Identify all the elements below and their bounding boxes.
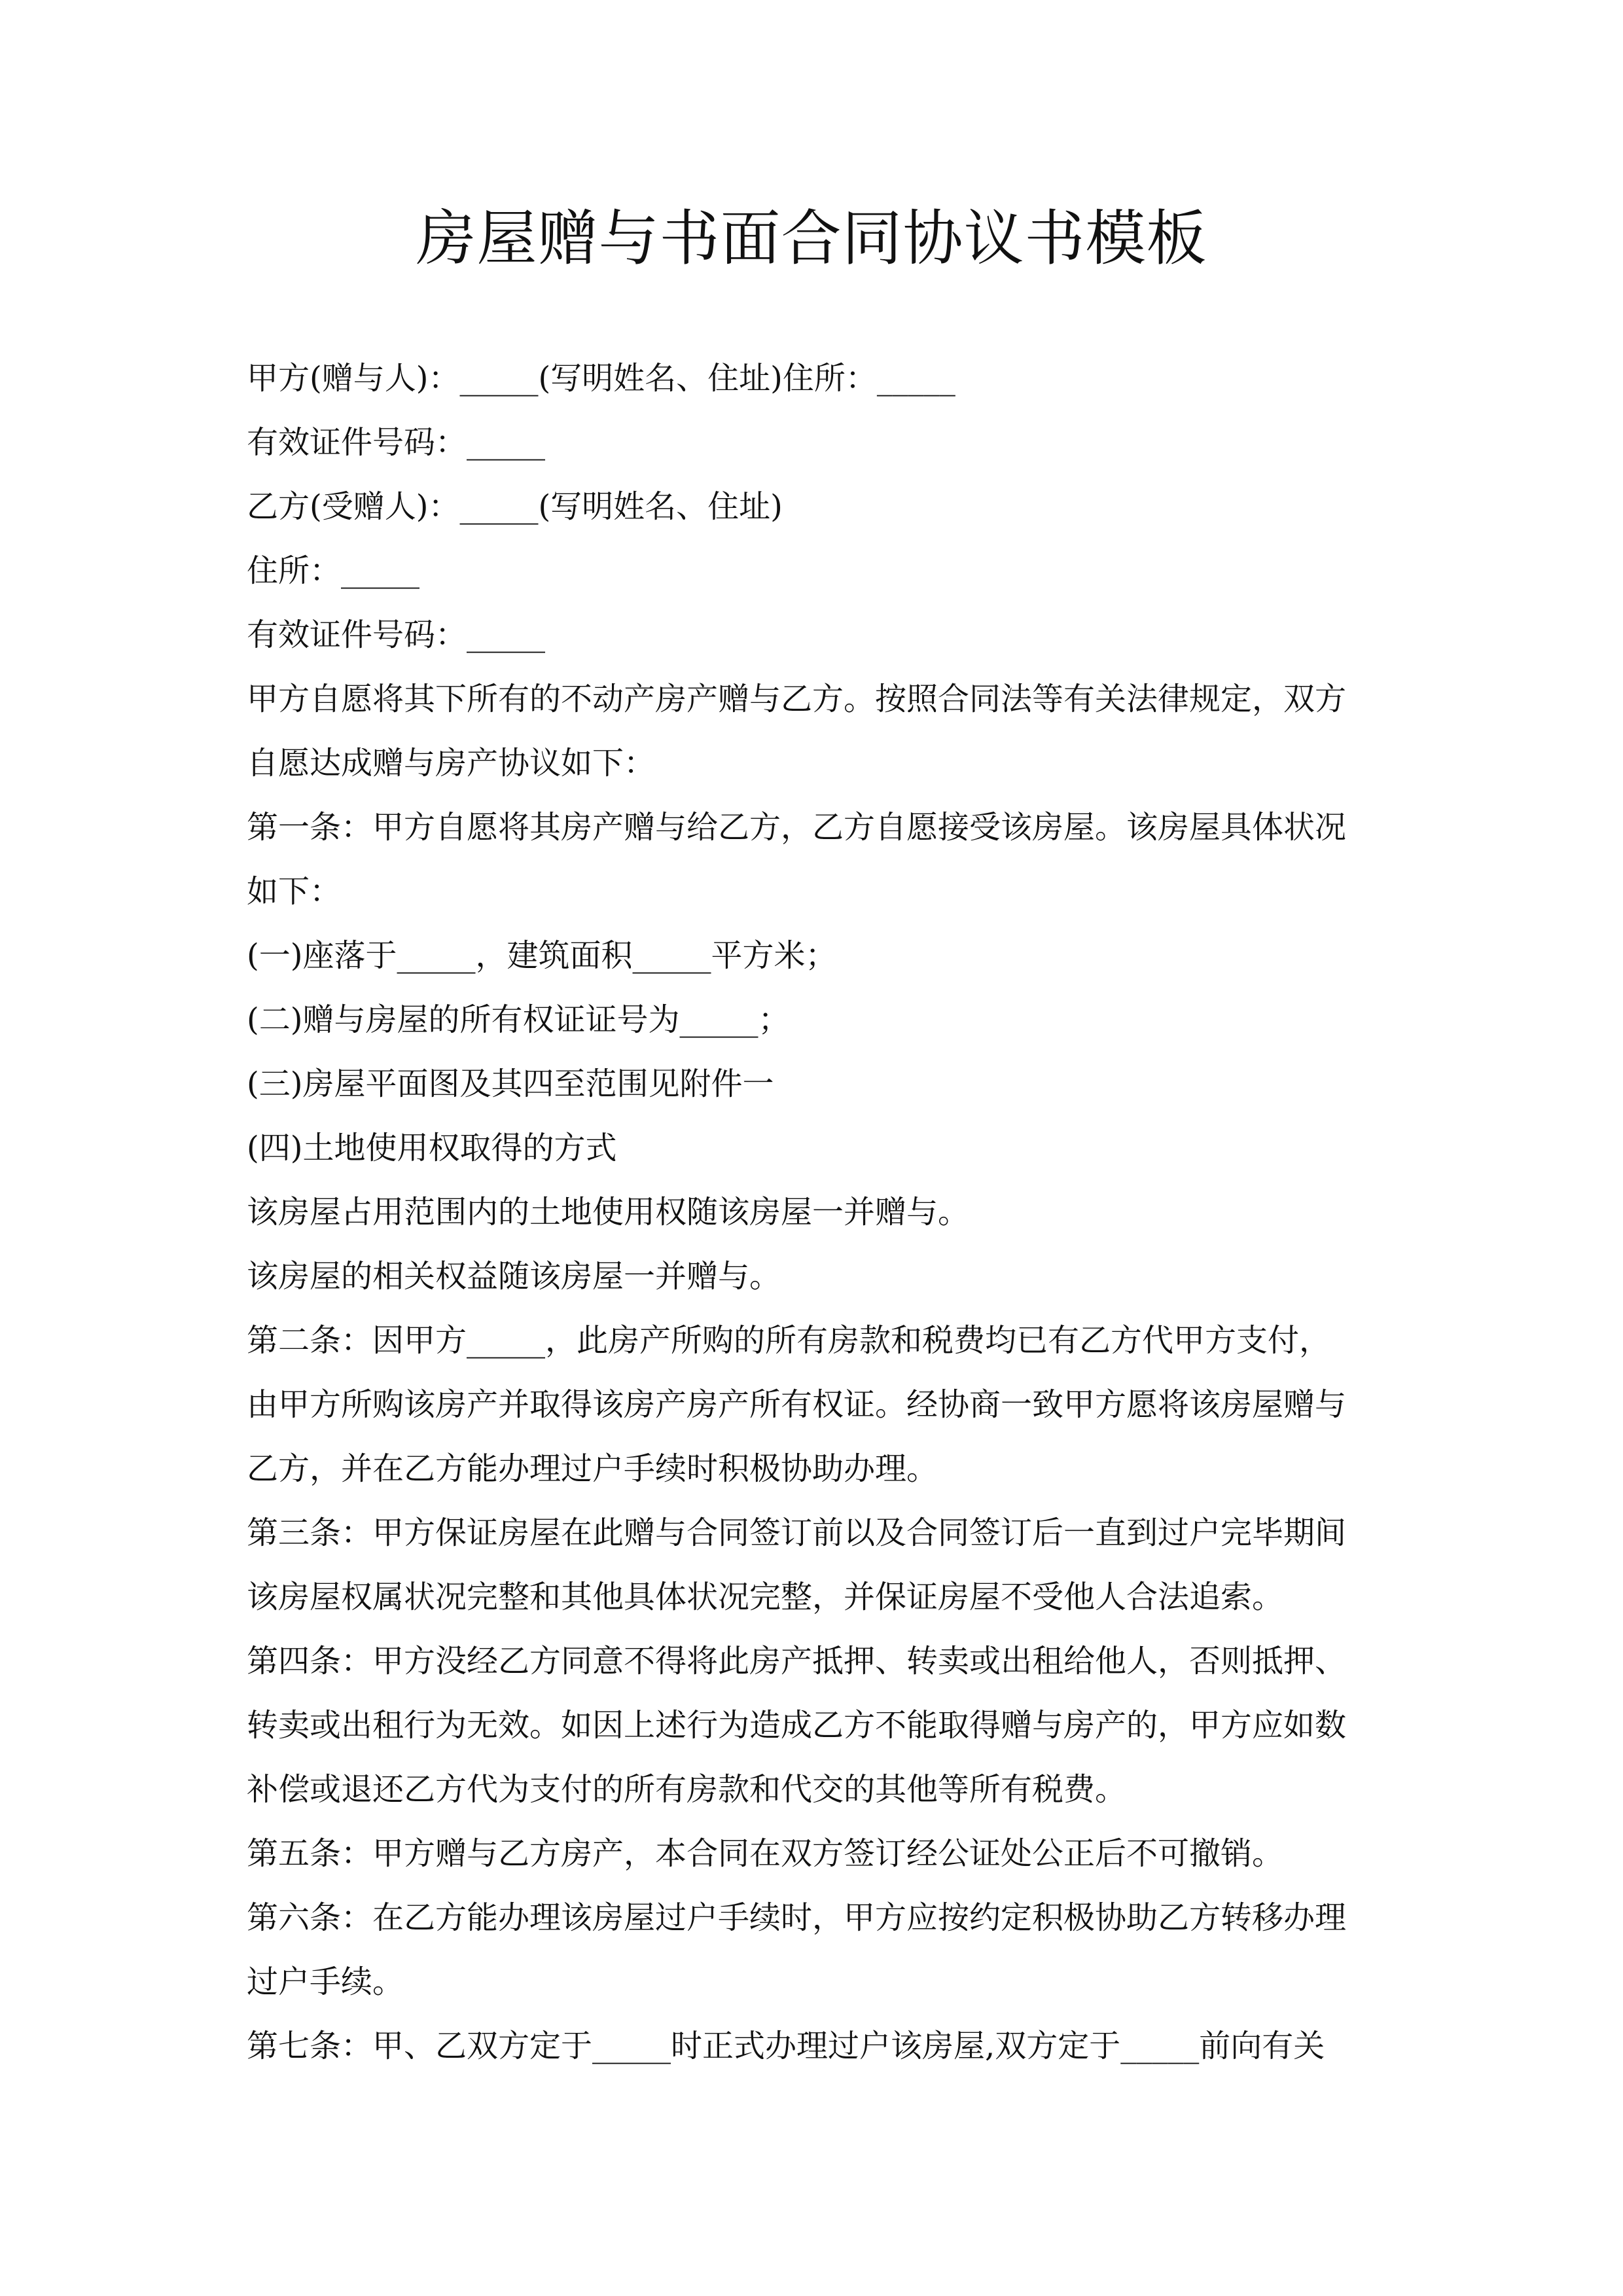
party-a-id-line: 有效证件号码：_____ bbox=[247, 424, 546, 461]
article-4-line: 转卖或出租行为无效。如因上述行为造成乙方不能取得赠与房产的，甲方应如数 bbox=[247, 1707, 1347, 1744]
article-5-line: 第五条：甲方赠与乙方房产，本合同在双方签订经公证处公正后不可撤销。 bbox=[247, 1835, 1284, 1872]
party-b-id-line: 有效证件号码：_____ bbox=[247, 617, 546, 653]
article-6-line: 第六条：在乙方能办理该房屋过户手续时，甲方应按约定积极协助乙方转移办理 bbox=[247, 1899, 1347, 1936]
article-1-line: 第一条：甲方自愿将其房产赠与给乙方，乙方自愿接受该房屋。该房屋具体状况 bbox=[247, 809, 1347, 846]
preamble-line: 自愿达成赠与房产协议如下： bbox=[247, 745, 656, 781]
article-1-item-2: (二)赠与房屋的所有权证证号为_____； bbox=[247, 1001, 790, 1038]
article-2-line: 由甲方所购该房产并取得该房产房产所有权证。经协商一致甲方愿将该房屋赠与 bbox=[247, 1386, 1347, 1423]
party-b-address-line: 住所：_____ bbox=[247, 552, 420, 589]
party-b-line: 乙方(受赠人)：_____(写明姓名、住址) bbox=[247, 488, 783, 525]
rights-line: 该房屋的相关权益随该房屋一并赠与。 bbox=[247, 1258, 781, 1295]
party-a-line: 甲方(赠与人)：_____(写明姓名、住址)住所：_____ bbox=[247, 360, 955, 397]
preamble-line: 甲方自愿将其下所有的不动产房产赠与乙方。按照合同法等有关法律规定，双方 bbox=[247, 681, 1347, 717]
document-title: 房屋赠与书面合同协议书模板 bbox=[416, 204, 1207, 274]
land-use-line: 该房屋占用范围内的土地使用权随该房屋一并赠与。 bbox=[247, 1194, 970, 1230]
article-3-line: 第三条：甲方保证房屋在此赠与合同签订前以及合同签订后一直到过户完毕期间 bbox=[247, 1515, 1347, 1551]
article-4-line: 第四条：甲方没经乙方同意不得将此房产抵押、转卖或出租给他人，否则抵押、 bbox=[247, 1643, 1347, 1679]
document-body bbox=[247, 346, 1379, 2078]
article-1-line: 如下： bbox=[247, 873, 342, 910]
article-2-line: 第二条：因甲方_____，此房产所购的所有房款和税费均已有乙方代甲方支付， bbox=[247, 1322, 1331, 1359]
article-1-item-3: (三)房屋平面图及其四至范围见附件一 bbox=[247, 1066, 774, 1102]
article-2-line: 乙方，并在乙方能办理过户手续时积极协助办理。 bbox=[247, 1450, 938, 1487]
article-3-line: 该房屋权属状况完整和其他具体状况完整，并保证房屋不受他人合法追索。 bbox=[247, 1579, 1284, 1615]
article-1-item-4: (四)土地使用权取得的方式 bbox=[247, 1130, 617, 1166]
article-6-line: 过户手续。 bbox=[247, 1964, 404, 2000]
article-1-item-1: (一)座落于_____，建筑面积_____平方米； bbox=[247, 937, 837, 974]
article-7-line: 第七条：甲、乙双方定于_____时正式办理过户该房屋,双方定于_____前向有关 bbox=[247, 2028, 1325, 2064]
article-4-line: 补偿或退还乙方代为支付的所有房款和代交的其他等所有税费。 bbox=[247, 1771, 1127, 1808]
